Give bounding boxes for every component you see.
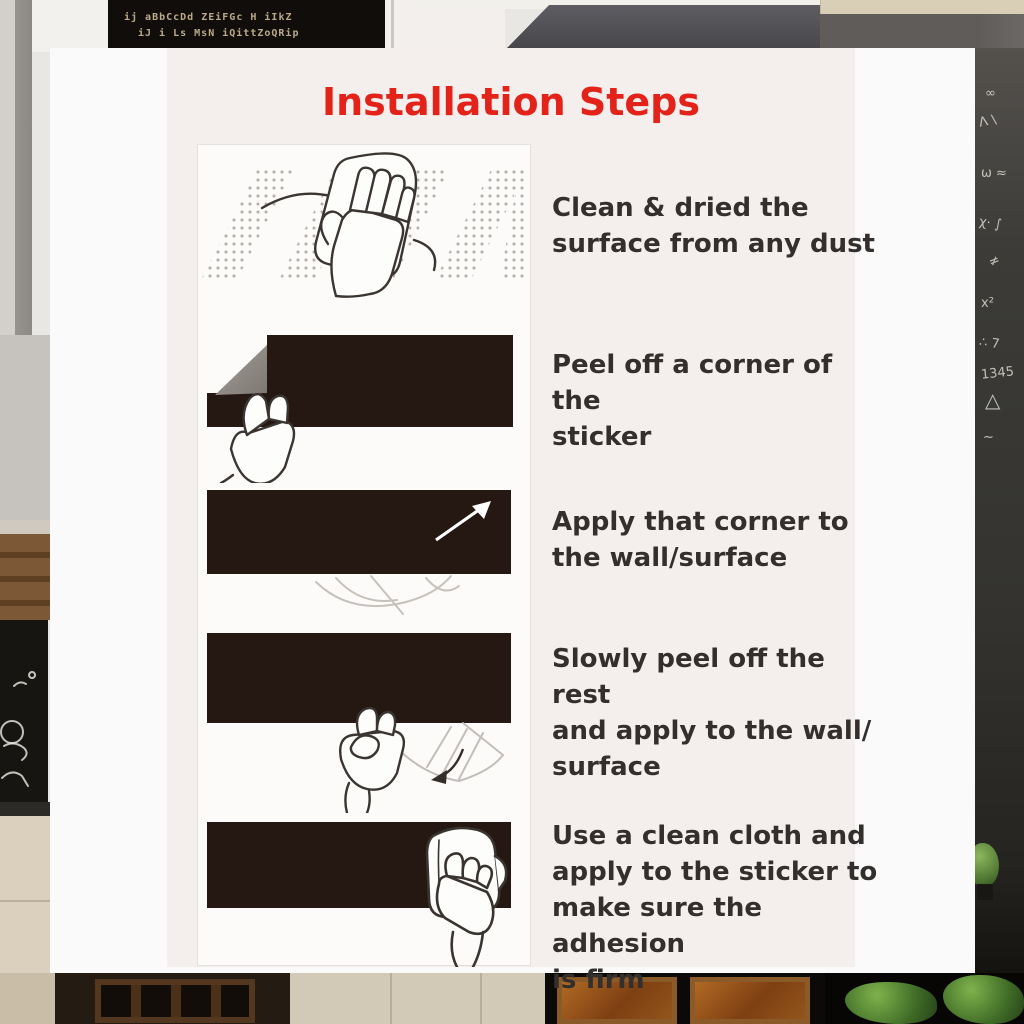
step-text-peel-rest [552, 641, 888, 785]
photo-bottom-chair-area [55, 973, 290, 1024]
photo-chalk-menu-board [108, 0, 385, 52]
photo-left-wall-light [32, 0, 108, 52]
photo-left-cabinet [0, 816, 50, 973]
chalk-menu-text: iJ i Ls MsN iQittZoQRip [138, 28, 300, 39]
step-text-line: Apply that corner to [552, 507, 849, 537]
step-text-peel-corner [552, 347, 888, 455]
wooden-chair [95, 979, 255, 1023]
photo-top-right-cabinet [820, 0, 1024, 14]
step-text-line: and apply to the wall/ [552, 716, 872, 746]
chalk-menu-text: ij aBbCcDd ZEiFGc H iIkZ [124, 12, 293, 23]
chalk-scribble: 1345 [980, 364, 1015, 383]
step-text-line: make sure the adhesion [552, 893, 762, 959]
photo-range-hood [505, 5, 820, 50]
cabinet-seam [480, 973, 482, 1024]
step-text-apply-corner [552, 504, 888, 576]
step-text-line: Use a clean cloth and [552, 821, 866, 851]
chair-slat [211, 985, 221, 1017]
chalk-scribble: ∴ 7 [978, 334, 1001, 353]
step-text-line: the wall/surface [552, 543, 788, 573]
chalk-scribble: ≠ [986, 252, 1003, 271]
page-title: Installation Steps [321, 80, 700, 124]
step-text-line: is firm [552, 965, 645, 995]
photo-left-wall-lower [0, 335, 50, 525]
step-text-line: apply to the sticker to [552, 857, 878, 887]
photo-wall-edge [391, 0, 394, 52]
step-text-clean-surface [552, 190, 888, 262]
chalk-art [0, 620, 48, 802]
step-text-line: Slowly peel off the rest [552, 644, 825, 710]
peel-rest-hand-icon [201, 631, 531, 813]
chalk-scribble: Λ \ [977, 112, 998, 131]
chalk-scribble: ω ≈ [981, 166, 1007, 181]
wipe-hand-icon [200, 146, 527, 306]
photo-wood-shelf [0, 534, 50, 620]
chalk-scribble: χ· ∫ [978, 214, 1003, 233]
photo-cabinet-seam [0, 900, 50, 902]
step-text-line: Clean & dried the [552, 193, 809, 223]
arrow-up-right-icon [201, 488, 531, 626]
step-text-line: Peel off a corner of the [552, 350, 833, 416]
photo-top-right-concrete [820, 14, 1024, 50]
chair-slat [171, 985, 181, 1017]
press-cloth-hand-icon [201, 820, 531, 967]
chalk-triangle-scribble: △ [985, 388, 1001, 412]
cabinet-seam [390, 973, 392, 1024]
step-text-line: surface from any dust [552, 229, 875, 259]
photo-shelf-top [0, 520, 50, 534]
photo-left-pillar [15, 0, 32, 335]
step-text-line: sticker [552, 422, 652, 452]
chair-slat [131, 985, 141, 1017]
chalk-scribble: ∞ [985, 86, 996, 101]
chalk-scribble: x² [981, 296, 994, 311]
photo-bottom-cabinet-left [0, 973, 55, 1024]
peel-corner-hand-icon [201, 331, 531, 483]
photo-bottom-cabinet-right [290, 973, 545, 1024]
photo-left-wall [0, 0, 15, 335]
photo-left-counter [0, 802, 50, 816]
step-text-press-cloth [552, 818, 888, 998]
chalk-scribble: ~ [983, 430, 994, 445]
plant-pot [977, 884, 993, 900]
step-text-line: surface [552, 752, 661, 782]
photo-right-chalkboard [975, 48, 1024, 973]
photo-left-chalkboard [0, 620, 48, 802]
plant [943, 975, 1024, 1024]
